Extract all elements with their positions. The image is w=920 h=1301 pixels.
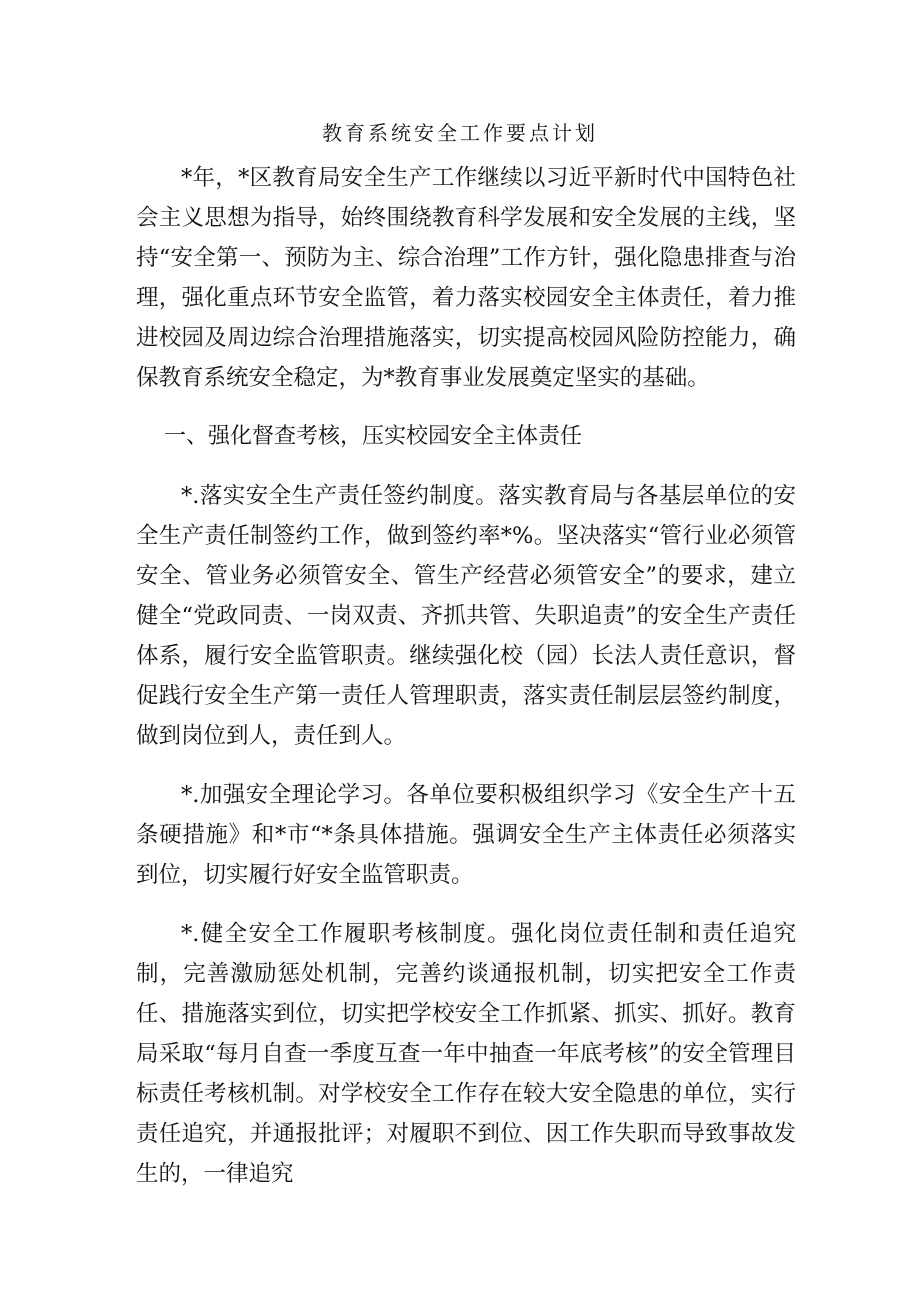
- document-title: 教育系统安全工作要点计划: [322, 121, 598, 145]
- document-body: [136, 158, 796, 1194]
- item-paragraph-1: *.落实安全生产责任签约制度。落实教育局与各基层单位的安全生产责任制签约工作，做到签约率*%。坚决落实“管行业必须管安全、管业务必须管安全、管生产经营必须管安全”的要求，建立健全“党政同责、一岗双责、齐抓共管、失职追责”的安全生产责任体系，履行安全监管职责。继续强化校（园）长法人责任意识，督促践行安全生产第一责任人管理职责，落实责任制层层签约制度，做到岗位到人，责任到人。: [136, 483, 796, 749]
- item-paragraph-3: *.健全安全工作履职考核制度。强化岗位责任制和责任追究制，完善激励惩处机制，完善约谈通报机制，切实把安全工作责任、措施落实到位，切实把学校安全工作抓紧、抓实、抓好。教育局采取“每月自查一季度互查一年中抽查一年底考核”的安全管理目标责任考核机制。对学校安全工作存在较大安全隐患的单位，实行责任追究，并通报批评；对履职不到位、因工作失职而导致事故发生的，一律追究: [136, 921, 796, 1187]
- item-paragraph-2: *.加强安全理论学习。各单位要积极组织学习《安全生产十五条硬措施》和*市“*条具体措施。强调安全生产主体责任必须落实到位，切实履行好安全监管职责。: [136, 782, 796, 888]
- intro-paragraph: *年，*区教育局安全生产工作继续以习近平新时代中国特色社会主义思想为指导，始终围绕教育科学发展和安全发展的主线，坚持“安全第一、预防为主、综合治理”工作方针，强化隐患排查与治理，强化重点环节安全监管，着力落实校园安全主体责任，着力推进校园及周边综合治理措施落实，切实提高校园风险防控能力，确保教育系统安全稳定，为*教育事业发展奠定坚实的基础。: [136, 165, 796, 391]
- section-heading-1: 一、强化督查考核，压实校园安全主体责任: [164, 424, 583, 449]
